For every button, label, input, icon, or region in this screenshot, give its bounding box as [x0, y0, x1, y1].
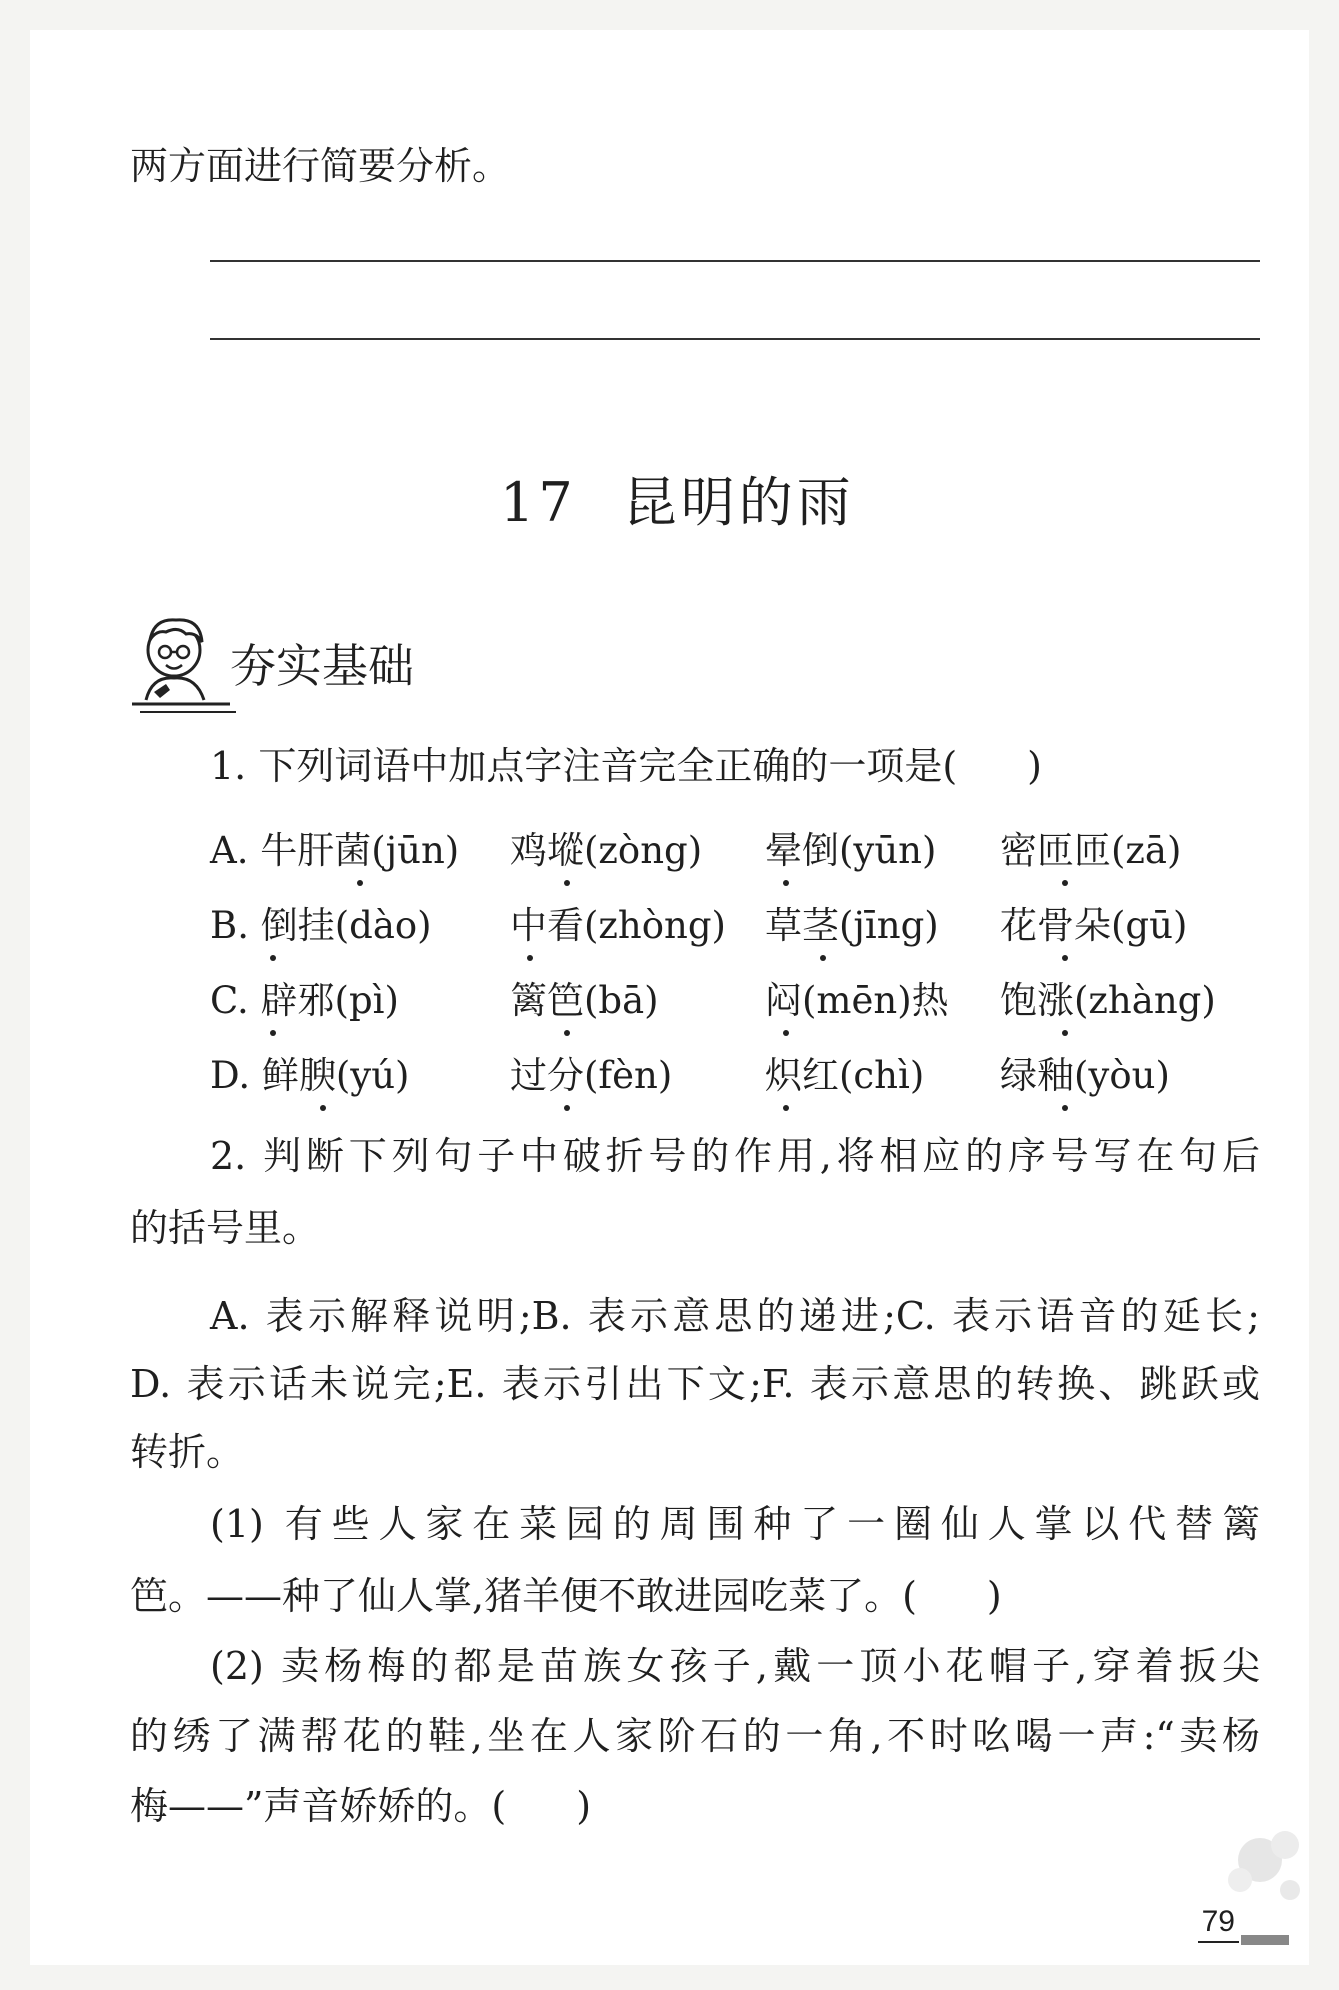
q2-sentence-2-line-1: (2) 卖杨梅的都是苗族女孩子,戴一顶小花帽子,穿着扳尖 — [210, 1644, 1260, 1688]
q1-option-b-1[interactable]: B. 倒挂(dào) — [210, 904, 432, 947]
q1-option-d-1[interactable]: D. 鲜腴(yú) — [210, 1054, 410, 1097]
q1-stem — [210, 740, 1042, 793]
emphasis-dot — [1062, 955, 1068, 961]
q1-option-c-2: 篱笆(bā) — [510, 979, 659, 1022]
section-title: 夯实基础 — [230, 639, 414, 693]
emphasis-dot — [320, 1105, 326, 1111]
q1-option-c-1[interactable]: C. 辟邪(pì) — [210, 979, 399, 1022]
q1-option-a-3: 晕倒(yūn) — [765, 829, 937, 872]
emphasis-dot — [564, 880, 570, 886]
q1-option-d-2: 过分(fèn) — [510, 1054, 673, 1097]
lesson-number: 17 — [500, 471, 577, 534]
q2-sentence-2-text: 梅——”声音娇娇的。( — [130, 1784, 507, 1828]
q2-choices-line-1: A. 表示解释说明;B. 表示意思的递进;C. 表示语音的延长; — [210, 1294, 1260, 1338]
workbook-page — [30, 30, 1309, 1965]
q2-choices-line-2: D. 表示话未说完;E. 表示引出下文;F. 表示意思的转换、跳跃或 — [130, 1362, 1260, 1406]
emphasis-dot — [1062, 880, 1068, 886]
q1-option-a-4: 密匝匝(zā) — [1000, 829, 1182, 872]
emphasis-dot — [357, 880, 363, 886]
q1-stem-end: ) — [1027, 744, 1042, 788]
emphasis-dot — [1062, 1105, 1068, 1111]
q2-sentence-2-line-2: 的绣了满帮花的鞋,坐在人家阶石的一角,不时吆喝一声:“卖杨 — [130, 1714, 1260, 1758]
page-number-bar — [1241, 1935, 1289, 1945]
q1-option-d-4: 绿釉(yòu) — [1000, 1054, 1170, 1097]
emphasis-dot — [270, 1030, 276, 1036]
emphasis-dot — [564, 1105, 570, 1111]
q1-option-a-1[interactable]: A. 牛肝菌(jūn) — [210, 829, 460, 872]
q2-stem-line-1: 2. 判断下列句子中破折号的作用,将相应的序号写在句后 — [210, 1134, 1260, 1178]
q2-sentence-2-end: ) — [576, 1784, 592, 1828]
q1-option-c-4: 饱涨(zhàng) — [1000, 979, 1216, 1022]
q2-sentence-1-line-2 — [130, 1560, 1002, 1632]
emphasis-dot — [783, 1105, 789, 1111]
q1-option-a-2: 鸡㙡(zòng) — [510, 829, 703, 872]
q2-stem-line-2: 的括号里。 — [130, 1206, 321, 1250]
q1-option-b-2: 中看(zhòng) — [510, 904, 726, 947]
emphasis-dot — [564, 1030, 570, 1036]
q1-option-c-3: 闷(mēn)热 — [765, 979, 949, 1022]
emphasis-dot — [270, 955, 276, 961]
teacher-icon — [126, 610, 236, 720]
emphasis-dot — [527, 955, 533, 961]
q2-choices-line-3: 转折。 — [130, 1430, 245, 1474]
q1-option-d-3: 炽红(chì) — [765, 1054, 925, 1097]
emphasis-dot — [783, 1030, 789, 1036]
q1-option-b-4: 花骨朵(gū) — [1000, 904, 1188, 947]
emphasis-dot — [783, 880, 789, 886]
emphasis-dot — [1062, 1030, 1068, 1036]
q2-sentence-1-line-1: (1) 有些人家在菜园的周围种了一圈仙人掌以代替篱 — [210, 1502, 1260, 1546]
lesson-name: 昆明的雨 — [622, 471, 855, 534]
answer-line-2[interactable] — [210, 338, 1260, 340]
answer-line-1[interactable] — [210, 260, 1260, 262]
q2-sentence-2-line-3 — [130, 1770, 591, 1842]
carryover-text: 两方面进行简要分析。 — [130, 144, 511, 188]
emphasis-dot — [820, 955, 826, 961]
q1-stem-text: 1. 下列词语中加点字注音完全正确的一项是( — [210, 744, 958, 788]
q2-sentence-1-end: ) — [986, 1574, 1002, 1618]
lesson-title — [500, 460, 855, 537]
q2-sentence-1-text: 笆。——种了仙人掌,猪羊便不敢进园吃菜了。( — [130, 1574, 917, 1618]
q1-option-b-3: 草茎(jīng) — [765, 904, 939, 947]
page-number: 79 — [1198, 1905, 1239, 1943]
